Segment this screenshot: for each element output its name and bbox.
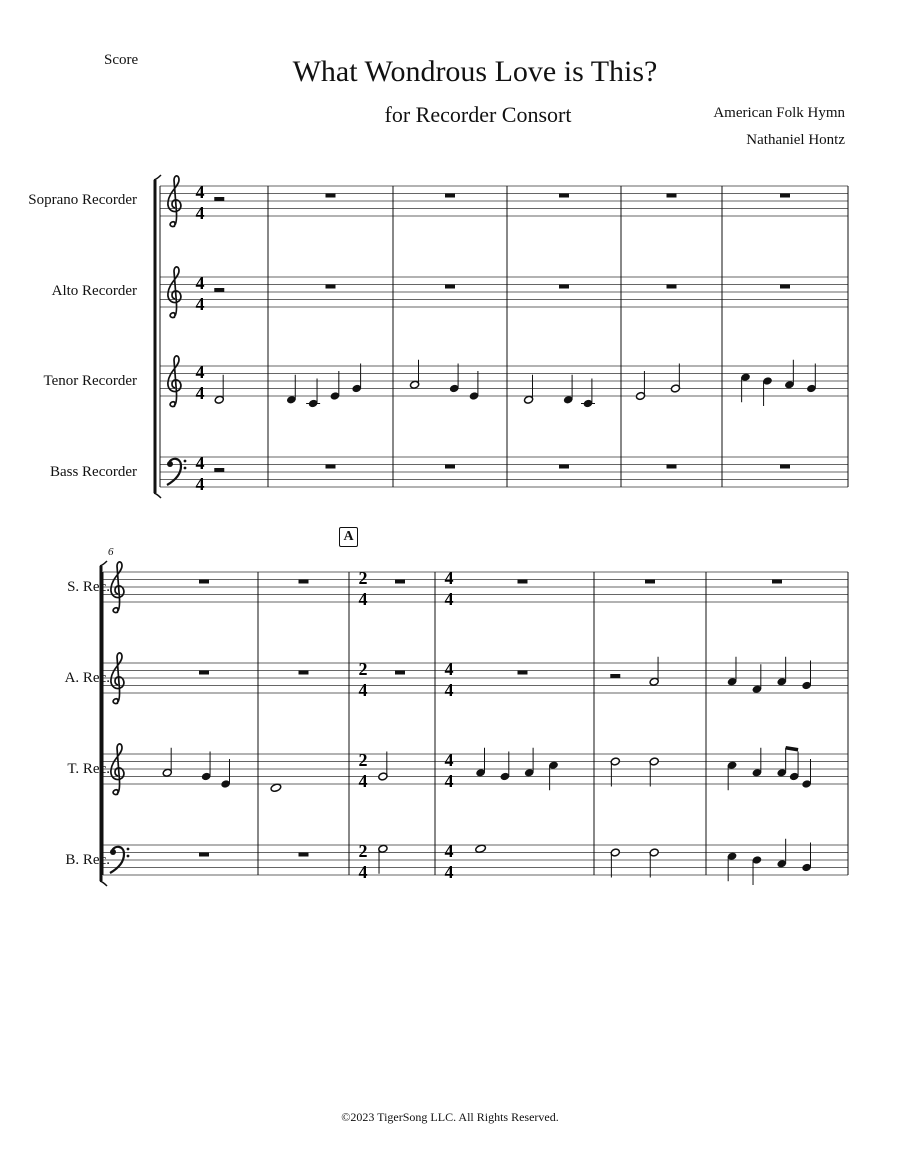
half-rest [214,197,224,201]
whole-rest [780,465,790,469]
time-signature-bottom: 4 [358,862,368,882]
whole-rest [326,194,336,198]
piece-subtitle: for Recorder Consort [384,102,572,127]
part-abbr-alto: A. Rec. [64,670,110,686]
part-abbr-bass: B. Rec. [65,852,110,868]
whole-rest [772,580,782,584]
part-abbr-soprano: S. Rec. [67,579,110,595]
piece-title: What Wondrous Love is This? [292,55,658,88]
half-rest [214,288,224,292]
time-signature-bottom: 4 [195,383,205,403]
whole-rest [299,580,309,584]
time-signature-bottom: 4 [358,589,368,609]
time-signature-top: 4 [195,362,205,382]
time-signature-bottom: 4 [195,474,205,494]
whole-rest [445,285,455,289]
arranger-credit: Nathaniel Hontz [746,132,845,148]
whole-rest [559,194,569,198]
note-D4-whole [270,783,282,792]
half-rest [610,674,620,678]
composer-credit: American Folk Hymn [713,105,845,121]
part-name-soprano: Soprano Recorder [28,192,137,208]
time-signature-bottom: 4 [444,680,454,700]
rehearsal-mark: A [339,527,358,547]
whole-rest [667,285,677,289]
part-name-tenor: Tenor Recorder [43,373,137,389]
time-signature-bottom: 4 [358,680,368,700]
whole-rest [518,671,528,675]
time-signature-top: 2 [358,659,368,679]
time-signature-top: 4 [195,453,205,473]
score-label: Score [104,52,139,68]
whole-rest [299,671,309,675]
time-signature-top: 2 [358,750,368,770]
whole-rest [395,671,405,675]
whole-rest [667,465,677,469]
whole-rest [395,580,405,584]
whole-rest [667,194,677,198]
time-signature-top: 2 [358,568,368,588]
time-signature-top: 4 [195,273,205,293]
whole-rest [445,465,455,469]
time-signature-bottom: 4 [444,771,454,791]
time-signature-bottom: 4 [444,862,454,882]
whole-rest [518,580,528,584]
time-signature-bottom: 4 [195,294,205,314]
time-signature-top: 4 [444,659,454,679]
part-name-bass: Bass Recorder [49,464,137,480]
half-rest [214,468,224,472]
measure-number: 6 [108,546,114,558]
eighth-beam [786,748,798,750]
whole-rest [326,285,336,289]
time-signature-top: 4 [444,568,454,588]
whole-rest [780,285,790,289]
whole-rest [199,671,209,675]
part-name-alto: Alto Recorder [51,283,137,299]
time-signature-top: 4 [444,750,454,770]
time-signature-top: 2 [358,841,368,861]
time-signature-bottom: 4 [444,589,454,609]
whole-rest [559,285,569,289]
copyright-footer: ©2023 TigerSong LLC. All Rights Reserved. [341,1110,559,1124]
whole-rest [199,853,209,857]
note-G3-whole [475,844,487,853]
whole-rest [780,194,790,198]
time-signature-bottom: 4 [195,203,205,223]
whole-rest [645,580,655,584]
whole-rest [299,853,309,857]
whole-rest [326,465,336,469]
whole-rest [559,465,569,469]
part-abbr-tenor: T. Rec. [67,761,110,777]
time-signature-bottom: 4 [358,771,368,791]
time-signature-top: 4 [444,841,454,861]
whole-rest [445,194,455,198]
time-signature-top: 4 [195,182,205,202]
whole-rest [199,580,209,584]
